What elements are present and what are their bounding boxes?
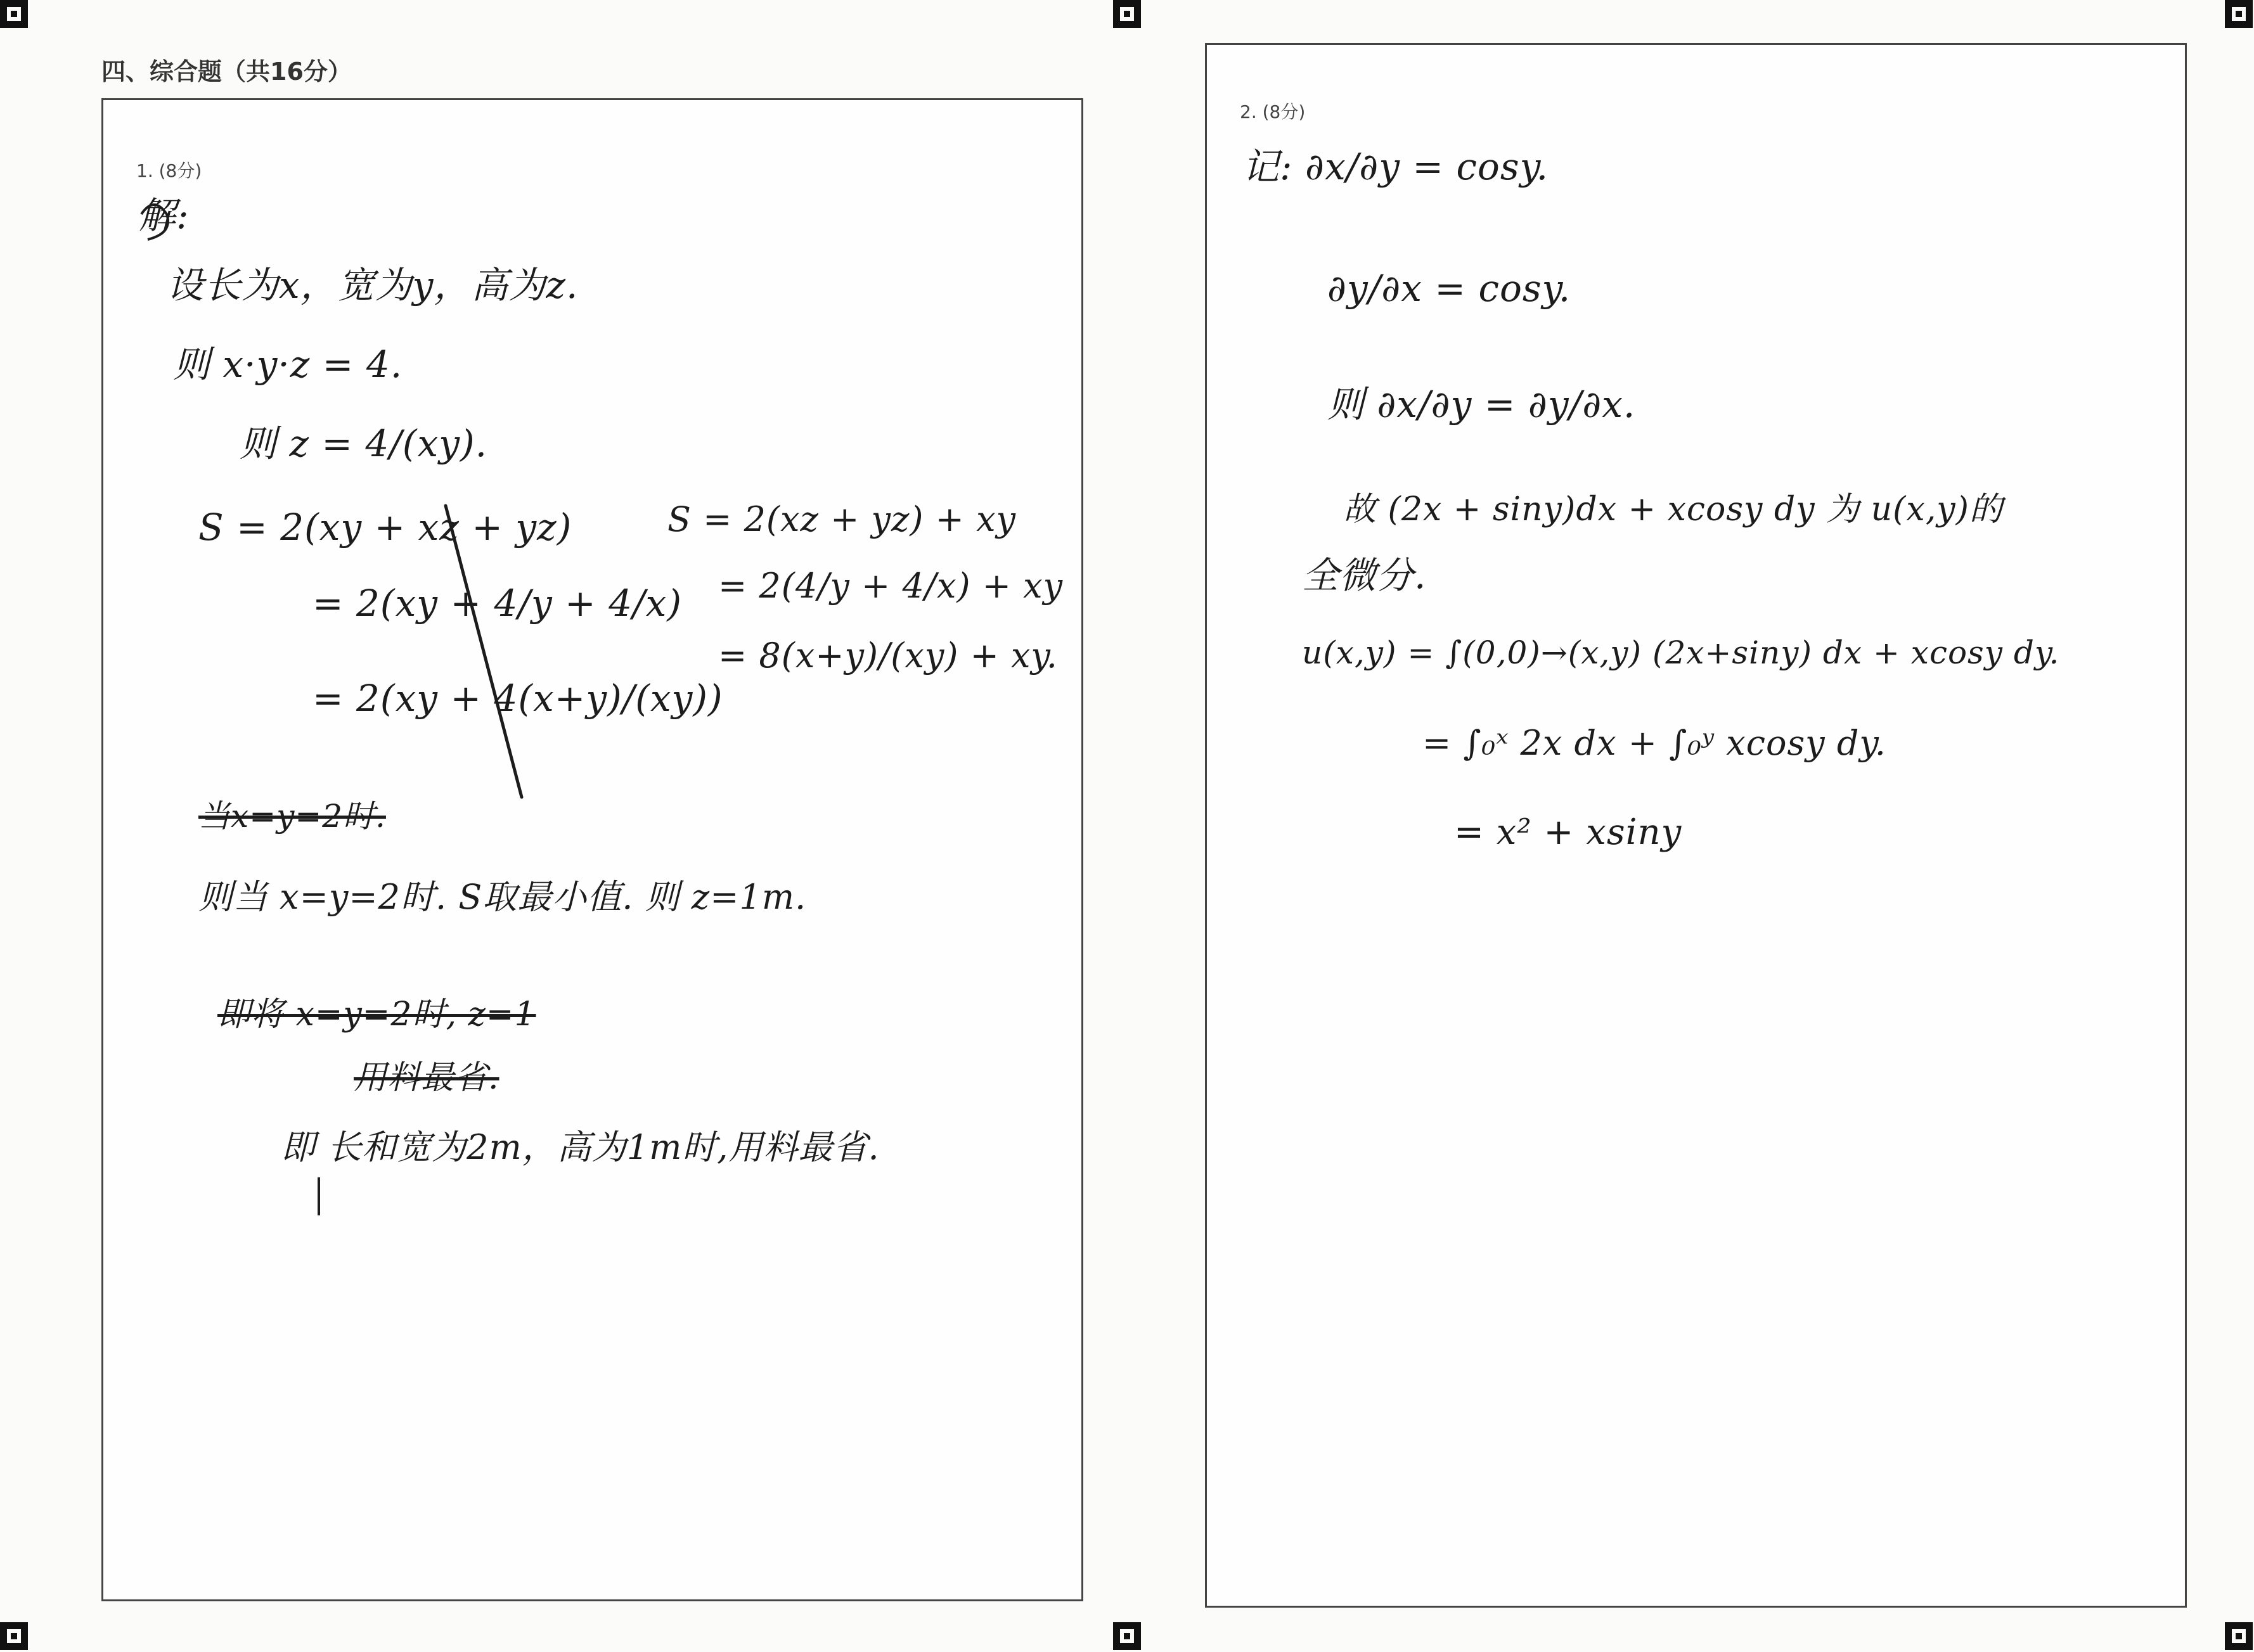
- answer-line: S = 2(xy + xz + yz): [198, 506, 572, 549]
- answer-line: = 2(xy + 4(x+y)/(xy)): [312, 677, 723, 720]
- answer-line: 即 长和宽为2m，高为1m时,用料最省.: [281, 1127, 880, 1167]
- answer-line: = 8(x+y)/(xy) + xy.: [718, 636, 1058, 676]
- handwritten-strokes: [103, 100, 1081, 1599]
- question-number: 2. (8分): [1240, 101, 1306, 122]
- answer-line: 记: ∂x/∂y = cosy.: [1242, 145, 1549, 188]
- answer-line: ∂y/∂x = cosy.: [1327, 267, 1571, 310]
- registration-marker-top-left: [0, 0, 28, 28]
- answer-line: = 2(4/y + 4/x) + xy: [718, 566, 1064, 606]
- crossed-out-line: 当x=y=2时.: [198, 798, 386, 835]
- answer-line: u(x,y) = ∫(0,0)→(x,y) (2x+siny) dx + xcosy dy.: [1302, 634, 2060, 671]
- answer-line: 解:: [139, 194, 190, 237]
- crossed-out-line: 即将 x=y=2时, z=1: [217, 996, 536, 1034]
- answer-line: = 2(xy + 4/y + 4/x): [312, 582, 682, 625]
- answer-line: 故 (2x + siny)dx + xcosy dy 为 u(x,y)的: [1343, 490, 2003, 528]
- crossed-out-line: 用料最省.: [354, 1059, 499, 1097]
- answer-line: 则当 x=y=2时. S取最小值. 则 z=1m.: [198, 877, 807, 917]
- registration-marker-top-right: [2225, 0, 2253, 28]
- answer-line: 则 ∂x/∂y = ∂y/∂x.: [1327, 383, 1636, 426]
- answer-box-question-1: [101, 98, 1083, 1601]
- registration-marker-bottom-center: [1113, 1622, 1141, 1650]
- registration-marker-top-center: [1113, 0, 1141, 28]
- answer-line: 则 x·y·z = 4.: [173, 343, 403, 386]
- answer-line: 设长为x，宽为y，高为z.: [167, 264, 579, 307]
- answer-line: 则 z = 4/(xy).: [240, 422, 488, 465]
- answer-box-question-2: [1205, 43, 2187, 1608]
- question-number: 1. (8分): [136, 160, 202, 181]
- answer-line: S = 2(xz + yz) + xy: [667, 499, 1017, 539]
- registration-marker-bottom-left: [0, 1622, 28, 1650]
- section-title: 四、综合题（共16分）: [101, 58, 352, 86]
- answer-line: 全微分.: [1302, 554, 1427, 597]
- answer-line: = x² + xsiny: [1454, 812, 1682, 853]
- answer-line: = ∫₀ˣ 2x dx + ∫₀ʸ xcosy dy.: [1422, 723, 1886, 763]
- registration-marker-bottom-right: [2225, 1622, 2253, 1650]
